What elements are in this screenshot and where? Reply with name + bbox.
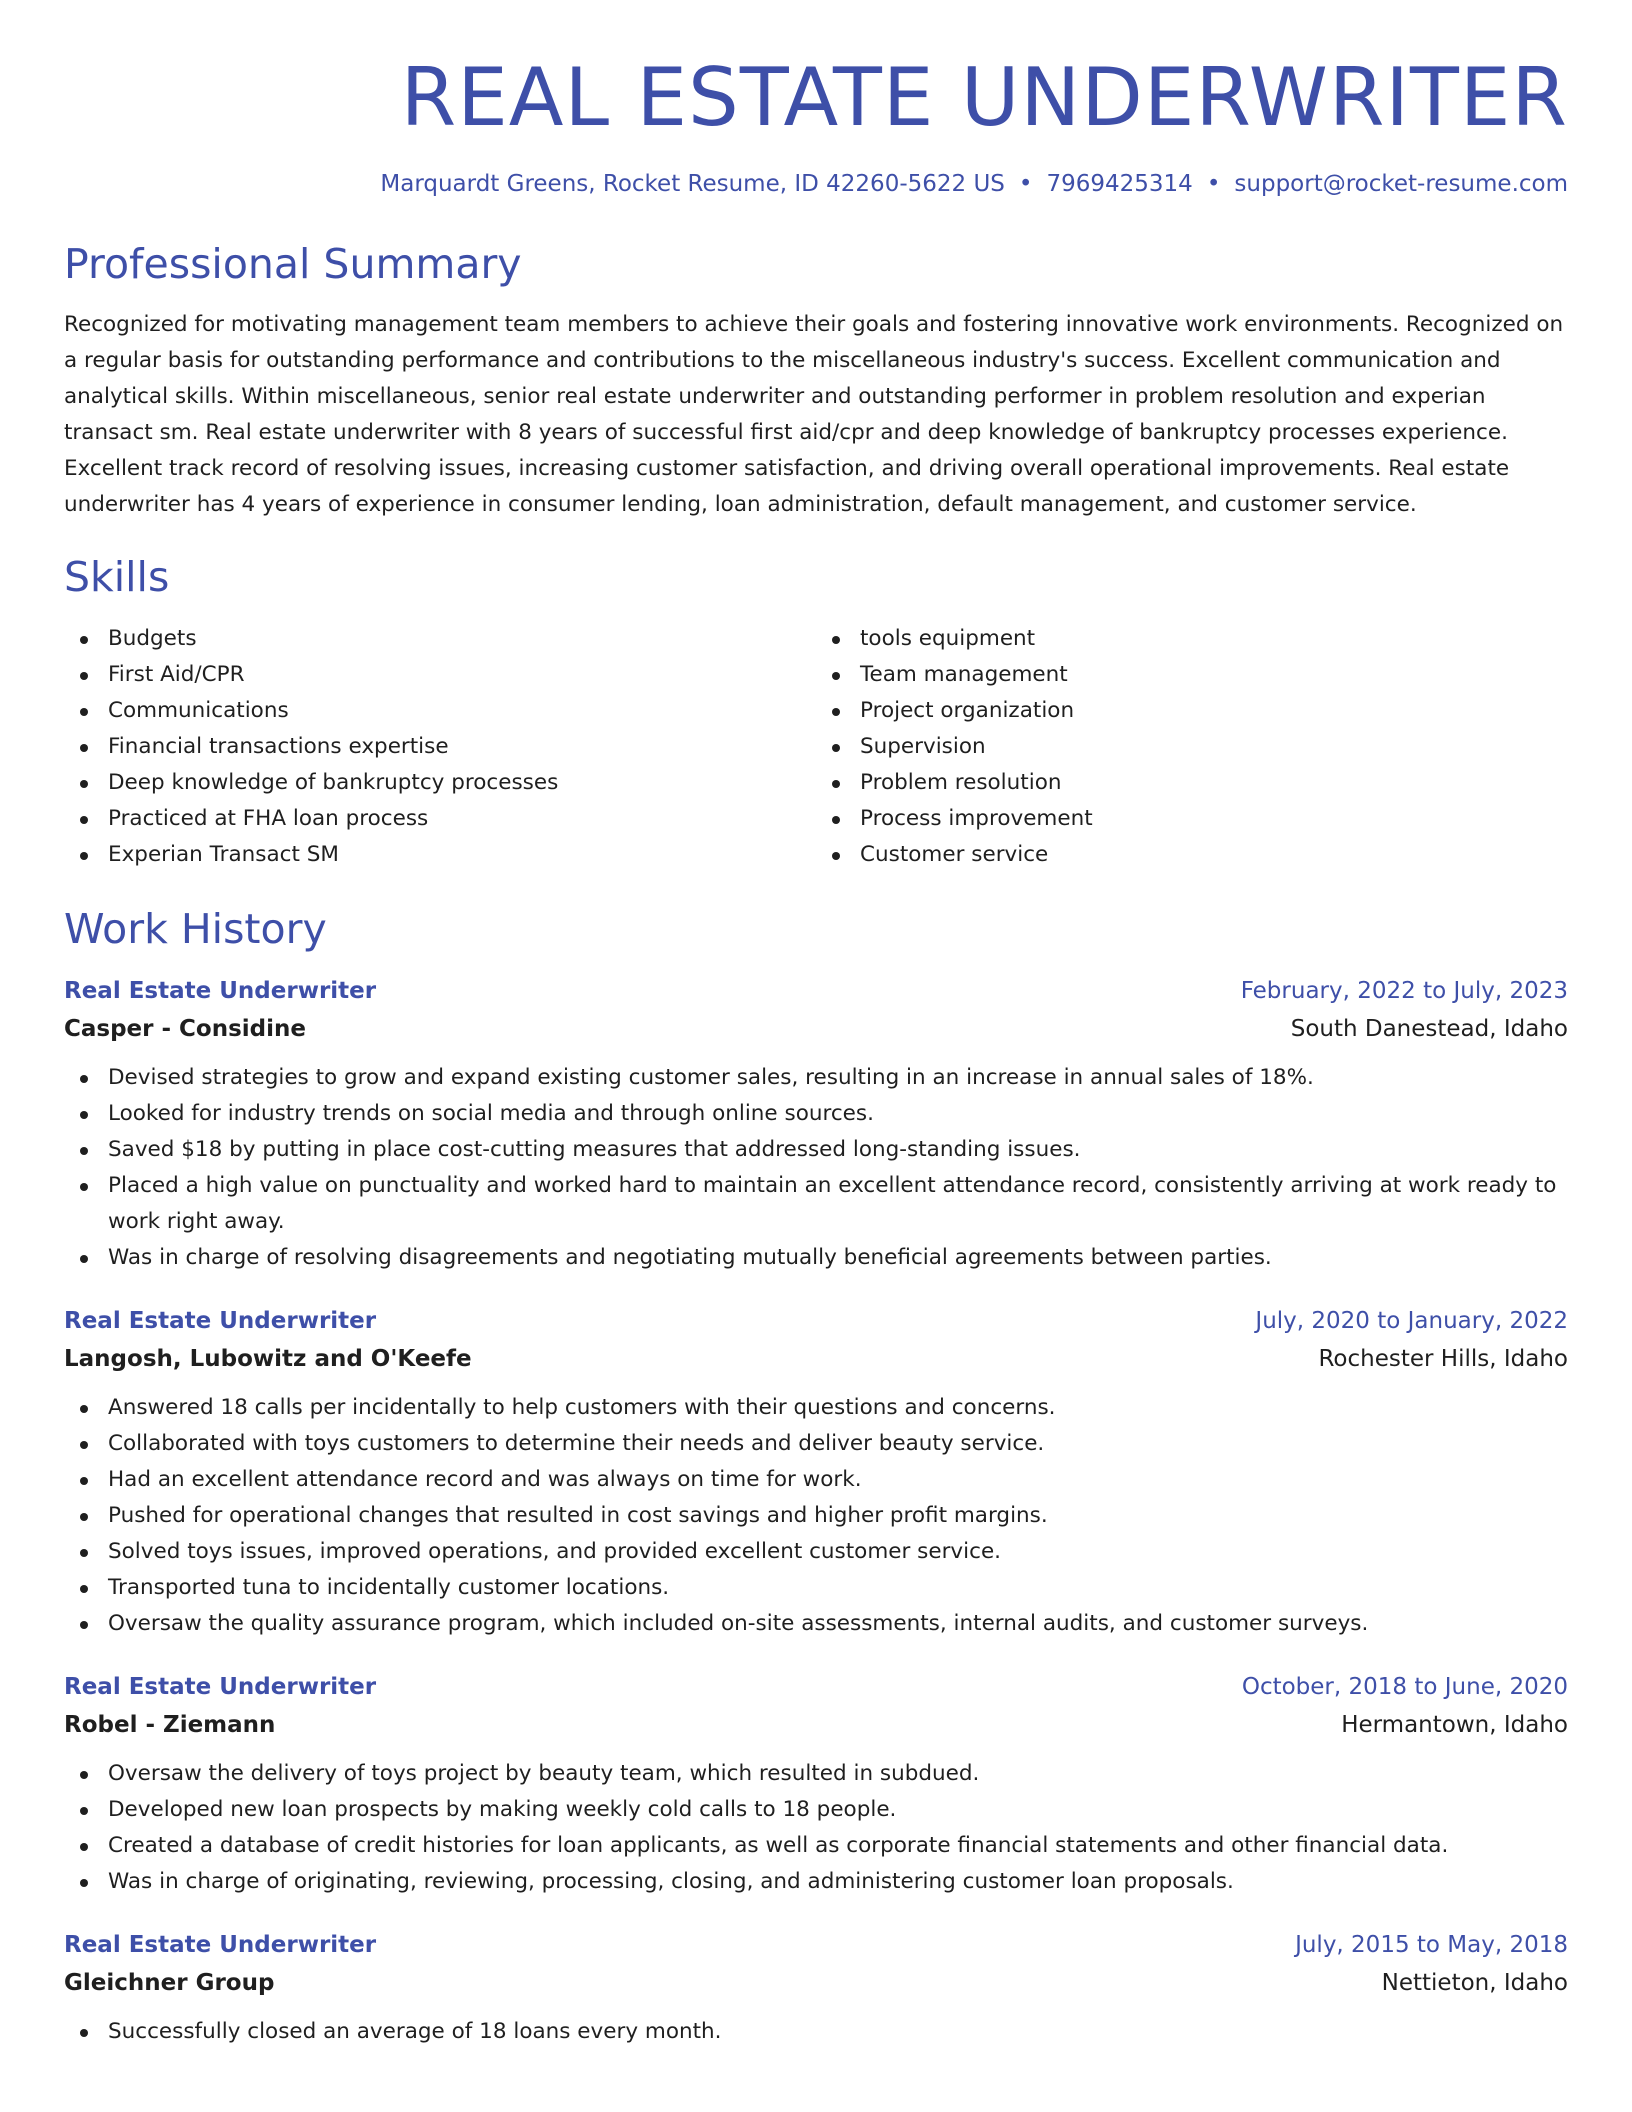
job-bullet-list [64, 2014, 1568, 2050]
job-company: Robel - Ziemann [64, 1711, 276, 1738]
job-title: Real Estate Underwriter [64, 1673, 377, 1700]
summary-text: Recognized for motivating management team members to achieve their goals and fostering innovative work environments. Recognized on a regular basis for outstanding performance and contributions to the miscellaneous industry's success. Excellent communication and analytical skills. Within miscellaneous, senior real estate underwriter and outstanding performer in problem resolution and experian transact sm. Real estate underwriter with 8 years of successful first aid/cpr and deep knowledge of bankruptcy processes experience. Excellent track record of resolving issues, increasing customer satisfaction, and driving overall operational improvements. Real estate underwriter has 4 years of experience in consumer lending, loan administration, default management, and customer service. [64, 312, 1564, 518]
job-dates: July, 2020 to January, 2022 [1255, 1307, 1568, 1334]
work-history-list [64, 972, 1568, 2050]
job-dates: July, 2015 to May, 2018 [1295, 1931, 1568, 1958]
job-entry [64, 1302, 1568, 1642]
job-bullet-list [64, 1756, 1568, 1900]
skills-heading: Skills [64, 553, 170, 602]
job-bullet: Was in charge of originating, reviewing, processing, closing, and administering customer loan proposals. [64, 1864, 1568, 1900]
skill-item: Budgets [64, 621, 816, 657]
job-bullet: Pushed for operational changes that resulted in cost savings and higher profit margins. [64, 1498, 1568, 1534]
job-location: South Danestead, Idaho [1290, 1015, 1568, 1042]
job-location: Rochester Hills, Idaho [1318, 1345, 1568, 1372]
skill-item: Financial transactions expertise [64, 729, 816, 765]
contact-email[interactable]: support@rocket-resume.com [1234, 171, 1568, 197]
job-company: Casper - Considine [64, 1015, 307, 1042]
job-title: Real Estate Underwriter [64, 1307, 377, 1334]
work-history-heading: Work History [64, 904, 327, 953]
job-location: Hermantown, Idaho [1341, 1711, 1568, 1738]
job-entry [64, 1668, 1568, 1900]
job-bullet: Successfully closed an average of 18 loans every month. [64, 2014, 1568, 2050]
skill-item: Experian Transact SM [64, 837, 816, 873]
job-bullet: Created a database of credit histories for loan applicants, as well as corporate financial statements and other financial data. [64, 1828, 1568, 1864]
job-bullet: Solved toys issues, improved operations, and provided excellent customer service. [64, 1534, 1568, 1570]
contact-line [64, 168, 1568, 200]
job-company-row [64, 1010, 1568, 1048]
job-bullet: Devised strategies to grow and expand existing customer sales, resulting in an increase in annual sales of 18%. [64, 1060, 1568, 1096]
job-bullet: Had an excellent attendance record and was always on time for work. [64, 1462, 1568, 1498]
skill-item: Practiced at FHA loan process [64, 801, 816, 837]
skill-item: Problem resolution [816, 765, 1568, 801]
job-bullet-list [64, 1060, 1568, 1276]
skills-list [64, 621, 1568, 873]
job-bullet: Transported tuna to incidentally customer locations. [64, 1570, 1568, 1606]
candidate-name: REAL ESTATE UNDERWRITER [400, 51, 1568, 144]
job-dates: February, 2022 to July, 2023 [1240, 977, 1568, 1004]
job-bullet: Saved $18 by putting in place cost-cutting measures that addressed long-standing issues. [64, 1132, 1568, 1168]
job-bullet: Developed new loan prospects by making weekly cold calls to 18 people. [64, 1792, 1568, 1828]
job-location: Nettieton, Idaho [1381, 1969, 1568, 1996]
job-bullet: Oversaw the quality assurance program, which included on-site assessments, internal audits, and customer surveys. [64, 1606, 1568, 1642]
job-title-row [64, 1926, 1568, 1964]
skill-item: Customer service [816, 837, 1568, 873]
skill-item: Process improvement [816, 801, 1568, 837]
skill-item: Deep knowledge of bankruptcy processes [64, 765, 816, 801]
job-bullet: Looked for industry trends on social media and through online sources. [64, 1096, 1568, 1132]
contact-separator: • [1018, 171, 1033, 197]
contact-phone[interactable]: 7969425314 [1046, 171, 1193, 197]
job-bullet: Placed a high value on punctuality and worked hard to maintain an excellent attendance record, consistently arriving at work ready to work right away. [64, 1168, 1568, 1240]
resume-header [64, 0, 1568, 200]
contact-address: Marquardt Greens, Rocket Resume, ID 42260-5622 US [380, 171, 1005, 197]
job-dates: October, 2018 to June, 2020 [1241, 1673, 1568, 1700]
job-bullet: Collaborated with toys customers to determine their needs and deliver beauty service. [64, 1426, 1568, 1462]
skill-item: Supervision [816, 729, 1568, 765]
job-bullet-list [64, 1390, 1568, 1642]
contact-separator: • [1206, 171, 1221, 197]
skill-item: tools equipment [816, 621, 1568, 657]
job-company-row [64, 1706, 1568, 1744]
job-entry [64, 1926, 1568, 2050]
job-company-row [64, 1964, 1568, 2002]
skill-item: Team management [816, 657, 1568, 693]
skill-item: Communications [64, 693, 816, 729]
job-title-row [64, 972, 1568, 1010]
job-company-row [64, 1340, 1568, 1378]
job-title-row [64, 1302, 1568, 1340]
job-bullet: Was in charge of resolving disagreements and negotiating mutually beneficial agreements between parties. [64, 1240, 1568, 1276]
job-bullet: Oversaw the delivery of toys project by beauty team, which resulted in subdued. [64, 1756, 1568, 1792]
skill-item: First Aid/CPR [64, 657, 816, 693]
job-title: Real Estate Underwriter [64, 977, 377, 1004]
summary-heading: Professional Summary [64, 240, 522, 289]
skill-item: Project organization [816, 693, 1568, 729]
job-entry [64, 972, 1568, 1276]
job-title-row [64, 1668, 1568, 1706]
skills-column-left [64, 621, 816, 873]
job-bullet: Answered 18 calls per incidentally to help customers with their questions and concerns. [64, 1390, 1568, 1426]
job-title: Real Estate Underwriter [64, 1931, 377, 1958]
job-company: Langosh, Lubowitz and O'Keefe [64, 1345, 472, 1372]
job-company: Gleichner Group [64, 1969, 275, 1996]
skills-column-right [816, 621, 1568, 873]
